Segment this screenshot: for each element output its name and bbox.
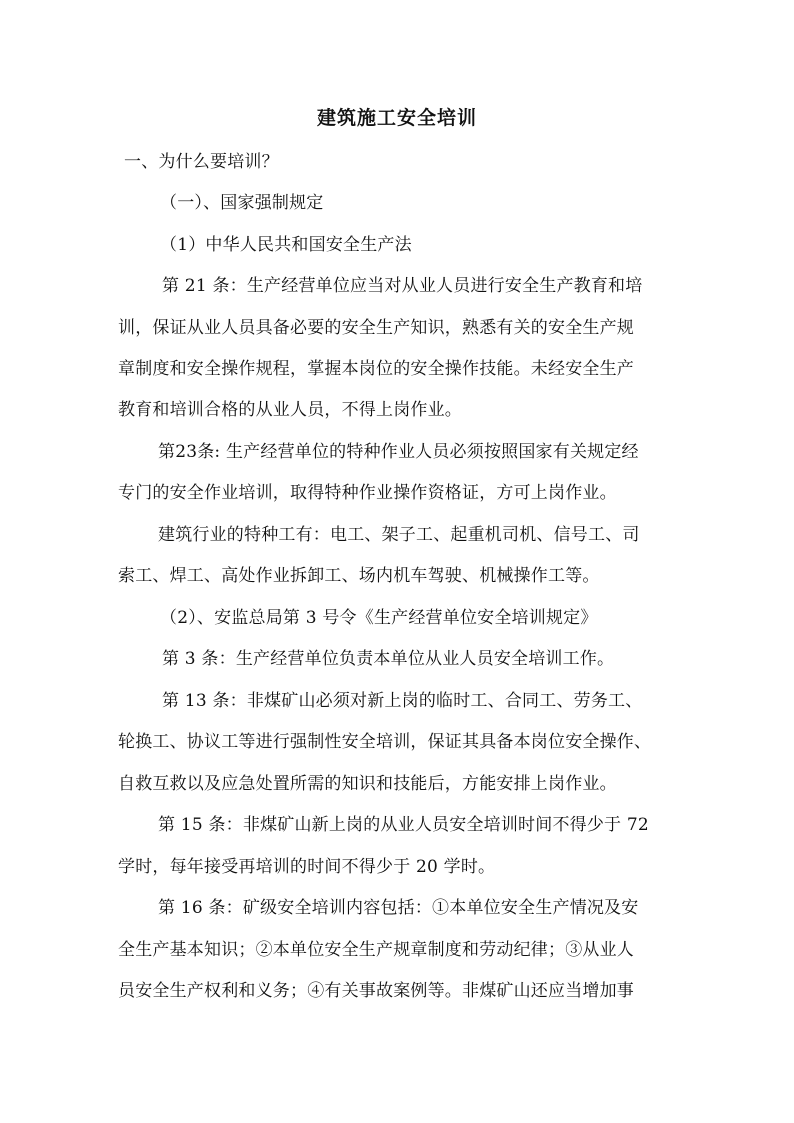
paragraph-line: 全生产基本知识；②本单位安全生产规章制度和劳动纪律；③从业人 [118, 940, 634, 960]
heading-safety-law: （1）中华人民共和国安全生产法 [160, 235, 412, 255]
heading-regulation-order-3: （2）、安监总局第 3 号令《生产经营单位安全培训规定》 [160, 608, 598, 628]
paragraph-line: 教育和培训合格的从业人员，不得上岗作业。 [118, 400, 462, 420]
paragraph-line: 第 16 条：矿级安全培训内容包括：①本单位安全生产情况及安 [158, 898, 639, 918]
paragraph-line: 学时，每年接受再培训的时间不得少于 20 学时。 [118, 857, 496, 877]
paragraph-line: 训，保证从业人员具备必要的安全生产知识，熟悉有关的安全生产规 [118, 318, 634, 338]
paragraph-line: 第 15 条：非煤矿山新上岗的从业人员安全培训时间不得少于 72 [158, 815, 649, 835]
paragraph-line: 第 21 条：生产经营单位应当对从业人员进行安全生产教育和培 [162, 276, 643, 296]
paragraph-line: 第23条: 生产经营单位的特种作业人员必须按照国家有关规定经 [158, 442, 639, 462]
paragraph-line: 专门的安全作业培训，取得特种作业操作资格证，方可上岗作业。 [118, 483, 617, 503]
paragraph-line: 自救互救以及应急处置所需的知识和技能后，方能安排上岗作业。 [118, 774, 617, 794]
paragraph-line: 建筑行业的特种工有：电工、架子工、起重机司机、信号工、司 [158, 525, 640, 545]
heading-why-training: 一、为什么要培训？ [124, 152, 279, 172]
document-title: 建筑施工安全培训 [316, 107, 477, 129]
paragraph-line: 第 3 条：生产经营单位负责本单位从业人员安全培训工作。 [162, 649, 615, 669]
paragraph-line: 第 13 条：非煤矿山必须对新上岗的临时工、合同工、劳务工、 [162, 691, 643, 711]
paragraph-line: 索工、焊工、高处作业拆卸工、场内机车驾驶、机械操作工等。 [118, 566, 600, 586]
paragraph-line: 轮换工、协议工等进行强制性安全培训，保证其具备本岗位安全操作、 [118, 732, 652, 752]
heading-national-regulations: （一）、国家强制规定 [160, 193, 324, 213]
paragraph-line: 员安全生产权利和义务；④有关事故案例等。非煤矿山还应当增加事 [118, 981, 634, 1001]
paragraph-line: 章制度和安全操作规程，掌握本岗位的安全操作技能。未经安全生产 [118, 359, 634, 379]
